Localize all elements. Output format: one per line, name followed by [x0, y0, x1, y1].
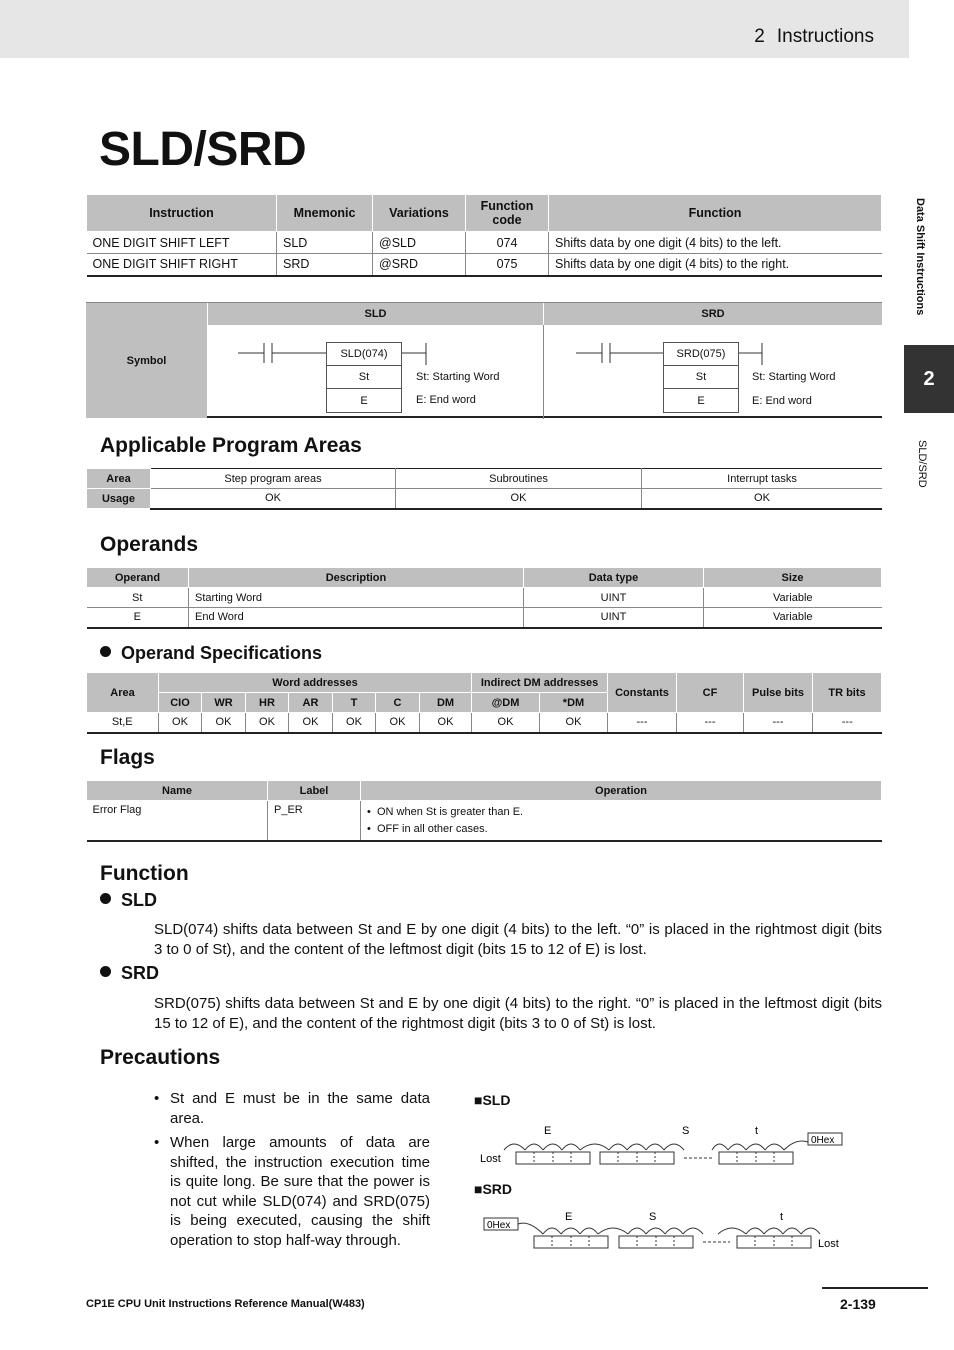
- subheading-text: SRD: [121, 963, 160, 983]
- header-cell: Function: [549, 195, 882, 232]
- header-cell: Mnemonic: [277, 195, 373, 232]
- cell: OK: [151, 489, 396, 509]
- section-heading-flags: Flags: [100, 746, 155, 769]
- header-cell: Operation: [361, 781, 882, 801]
- srd-instruction-block: [663, 342, 739, 413]
- cell: SRD: [277, 254, 373, 276]
- cell: Starting Word: [189, 588, 524, 608]
- row-header: Area: [87, 469, 151, 489]
- srd-operand-st: St: [664, 366, 738, 389]
- sld-operand-e: E: [360, 394, 368, 407]
- sld-symbol-header: SLD: [208, 303, 543, 325]
- cell: P_ER: [268, 801, 361, 842]
- header-cell: Area: [87, 673, 159, 713]
- subheading-srd: [100, 963, 159, 984]
- chapter-tab: 2: [904, 345, 954, 413]
- operation-cell: [361, 801, 882, 842]
- header-cell: HR: [246, 693, 289, 713]
- operands-table: [86, 567, 882, 629]
- list-item: • When large amounts of data are shifted, the instruction execution time is quite long. Be sure that the power is not cut while SLD(074) and SRD(075) is being executed, causing the shift operation to stop half-way through.: [154, 1133, 430, 1250]
- cell: ---: [677, 713, 744, 733]
- section-heading-function: Function: [100, 862, 189, 885]
- srd-note-e: E: End word: [752, 395, 812, 407]
- header-cell: DM: [420, 693, 472, 713]
- label-t: t: [755, 1125, 759, 1137]
- sld-block-name: SLD(074): [327, 343, 401, 366]
- subheading-text: SLD: [121, 890, 157, 910]
- label-zero-hex: 0Hex: [487, 1220, 511, 1231]
- srd-diagram-label: ■SRD: [474, 1181, 513, 1197]
- cell: St: [87, 588, 189, 608]
- table-row: [87, 489, 883, 509]
- table-row: [87, 254, 882, 276]
- cell: OK: [376, 713, 420, 733]
- subheading-operand-spec: [100, 643, 322, 664]
- symbol-table: [86, 302, 882, 418]
- srd-note-st: St: Starting Word: [752, 371, 836, 383]
- srd-operand-e: E: [697, 394, 705, 407]
- table-row: [87, 801, 882, 842]
- bullet-icon: [100, 893, 111, 904]
- header-cell: Word addresses: [159, 673, 472, 693]
- cell: OK: [472, 713, 540, 733]
- header-cell: Operand: [87, 568, 189, 588]
- header-cell: CF: [677, 673, 744, 713]
- header-cell: Pulse bits: [744, 673, 813, 713]
- table-header-row: [87, 568, 882, 588]
- cell: Variable: [704, 608, 882, 628]
- section-heading-areas: Applicable Program Areas: [100, 434, 362, 457]
- table-row: [87, 469, 883, 489]
- label-s: S: [682, 1125, 690, 1137]
- header-cell: TR bits: [813, 673, 882, 713]
- header-cell: C: [376, 693, 420, 713]
- sld-instruction-block: [326, 342, 402, 413]
- label-e: E: [544, 1125, 552, 1137]
- list-item: • St and E must be in the same data area.: [154, 1089, 430, 1128]
- cell: Variable: [704, 588, 882, 608]
- subheading-text: Operand Specifications: [121, 643, 323, 663]
- cell: Step program areas: [151, 469, 396, 489]
- header-cell: AR: [289, 693, 333, 713]
- cell: Interrupt tasks: [642, 469, 883, 489]
- cell: OK: [396, 489, 642, 509]
- section-heading-precautions: Precautions: [100, 1046, 221, 1069]
- cell: OK: [420, 713, 472, 733]
- srd-symbol-header: SRD: [544, 303, 882, 325]
- header-cell: Constants: [608, 673, 677, 713]
- subheading-sld: [100, 890, 157, 911]
- precautions-list: [154, 1089, 430, 1255]
- symbol-label: Symbol: [86, 303, 207, 418]
- cell: OK: [159, 713, 202, 733]
- header-cell: Indirect DM addresses: [472, 673, 608, 693]
- cell: End Word: [189, 608, 524, 628]
- label-lost: Lost: [818, 1238, 839, 1250]
- sld-operand-st: St: [327, 366, 401, 389]
- label-zero-hex: 0Hex: [811, 1135, 835, 1146]
- sld-shift-diagram: [474, 1120, 854, 1170]
- operation-item: • OFF in all other cases.: [367, 823, 488, 835]
- side-sub-label: SLD/SRD: [916, 440, 928, 488]
- header-cell: *DM: [540, 693, 608, 713]
- instruction-table: [86, 194, 882, 277]
- cell: ---: [813, 713, 882, 733]
- operation-text: ON when St is greater than E.: [376, 806, 524, 818]
- table-row: [87, 232, 882, 254]
- header-cell: Instruction: [87, 195, 277, 232]
- chapter-header: [754, 26, 874, 48]
- table-header-row: [87, 195, 882, 232]
- section-heading-operands: Operands: [100, 533, 199, 556]
- header-cell: Data type: [524, 568, 704, 588]
- flags-table: [86, 780, 882, 842]
- cell: @SLD: [373, 232, 466, 254]
- cell: OK: [202, 713, 246, 733]
- table-row: [87, 608, 882, 628]
- header-cell: Size: [704, 568, 882, 588]
- cell: @SRD: [373, 254, 466, 276]
- table-header-row: [87, 673, 882, 693]
- cell: 074: [466, 232, 549, 254]
- cell: Error Flag: [87, 801, 268, 842]
- table-header-row: [87, 781, 882, 801]
- header-cell: WR: [202, 693, 246, 713]
- label-s: S: [649, 1211, 657, 1223]
- footer-rule: [822, 1287, 928, 1289]
- header-cell: CIO: [159, 693, 202, 713]
- bullet-icon: [100, 646, 111, 657]
- operation-text: OFF in all other cases.: [376, 823, 488, 835]
- sld-note-e: E: End word: [416, 394, 476, 406]
- label-lost: Lost: [480, 1153, 501, 1165]
- cell: Shifts data by one digit (4 bits) to the right.: [549, 254, 882, 276]
- label-e: E: [565, 1211, 573, 1223]
- areas-table: [86, 468, 882, 510]
- cell: ---: [608, 713, 677, 733]
- sld-note-st: St: Starting Word: [416, 371, 500, 383]
- cell: OK: [289, 713, 333, 733]
- header-cell: Function code: [466, 195, 549, 232]
- srd-shift-diagram: [474, 1208, 854, 1254]
- chapter-title: Instructions: [776, 26, 874, 47]
- cell: OK: [642, 489, 883, 509]
- cell: OK: [333, 713, 376, 733]
- header-cell: Name: [87, 781, 268, 801]
- operation-item: • ON when St is greater than E.: [367, 806, 524, 818]
- cell: OK: [246, 713, 289, 733]
- footer-page-number: 2-139: [840, 1296, 876, 1312]
- header-cell: @DM: [472, 693, 540, 713]
- cell: 075: [466, 254, 549, 276]
- page-title: SLD/SRD: [99, 123, 307, 176]
- table-row: [87, 588, 882, 608]
- cell: SLD: [277, 232, 373, 254]
- header-cell: Description: [189, 568, 524, 588]
- cell: ---: [744, 713, 813, 733]
- cell: Subroutines: [396, 469, 642, 489]
- column-divider: [543, 325, 544, 419]
- table-row: [87, 713, 882, 733]
- cell: UINT: [524, 588, 704, 608]
- sld-description: SLD(074) shifts data between St and E by one digit (4 bits) to the left. “0” is placed in the rightmost digit (bits 3 to 0 of St), and the content of the leftmost digit (bits 15 to 12 of E) is lost.: [154, 921, 882, 958]
- header-cell: Label: [268, 781, 361, 801]
- header-cell: Variations: [373, 195, 466, 232]
- header-cell: T: [333, 693, 376, 713]
- side-section-label: Data Shift Instructions: [914, 198, 926, 316]
- operand-spec-table: [86, 672, 882, 734]
- footer-manual-title: CP1E CPU Unit Instructions Reference Manual(W483): [86, 1298, 365, 1310]
- cell: ONE DIGIT SHIFT RIGHT: [87, 254, 277, 276]
- sld-diagram-label: ■SLD: [474, 1092, 511, 1108]
- srd-block-name: SRD(075): [664, 343, 738, 366]
- cell: ONE DIGIT SHIFT LEFT: [87, 232, 277, 254]
- cell: E: [87, 608, 189, 628]
- cell: UINT: [524, 608, 704, 628]
- cell: Shifts data by one digit (4 bits) to the left.: [549, 232, 882, 254]
- chapter-number: 2: [754, 26, 765, 47]
- srd-description: SRD(075) shifts data between St and E by one digit (4 bits) to the right. “0” is placed in the leftmost digit (bits 15 to 12 of E), and the content of the rightmost digit (bits 3 to 0 of St) is lost.: [154, 995, 882, 1032]
- cell: OK: [540, 713, 608, 733]
- cell: St,E: [87, 713, 159, 733]
- row-header: Usage: [87, 489, 151, 509]
- label-t: t: [780, 1211, 784, 1223]
- bullet-icon: [100, 966, 111, 977]
